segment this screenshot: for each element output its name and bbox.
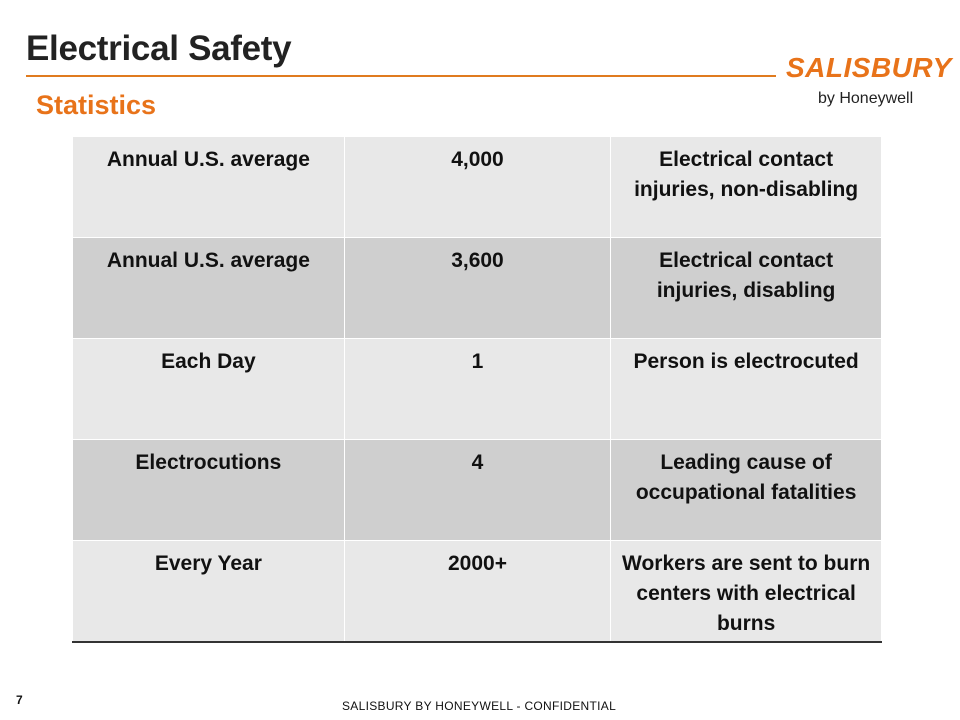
row-label: Annual U.S. average bbox=[73, 137, 345, 238]
row-value: 1 bbox=[344, 339, 610, 440]
row-description: Person is electrocuted bbox=[611, 339, 882, 440]
row-description: Workers are sent to burn centers with electrical burns bbox=[611, 541, 882, 642]
row-value: 4 bbox=[344, 440, 610, 541]
row-description: Electrical contact injuries, non-disabling bbox=[611, 137, 882, 238]
row-label: Annual U.S. average bbox=[73, 238, 345, 339]
statistics-table bbox=[72, 136, 882, 643]
row-value: 4,000 bbox=[344, 137, 610, 238]
table-row bbox=[73, 238, 882, 339]
table-row bbox=[73, 137, 882, 238]
title-divider bbox=[26, 75, 776, 77]
slide-title: Electrical Safety bbox=[26, 29, 292, 68]
salisbury-logo: SALISBURY bbox=[786, 52, 952, 83]
row-label: Each Day bbox=[73, 339, 345, 440]
page-number: 7 bbox=[16, 693, 23, 707]
footer-text: SALISBURY BY HONEYWELL - CONFIDENTIAL bbox=[342, 699, 617, 713]
logo-tagline: by Honeywell bbox=[818, 90, 914, 107]
table-row bbox=[73, 440, 882, 541]
row-value: 3,600 bbox=[344, 238, 610, 339]
table-row bbox=[73, 339, 882, 440]
slide-subtitle: Statistics bbox=[36, 90, 157, 120]
row-description: Leading cause of occupational fatalities bbox=[611, 440, 882, 541]
row-value: 2000+ bbox=[344, 541, 610, 642]
table-row bbox=[73, 541, 882, 642]
row-description: Electrical contact injuries, disabling bbox=[611, 238, 882, 339]
row-label: Every Year bbox=[73, 541, 345, 642]
row-label: Electrocutions bbox=[73, 440, 345, 541]
